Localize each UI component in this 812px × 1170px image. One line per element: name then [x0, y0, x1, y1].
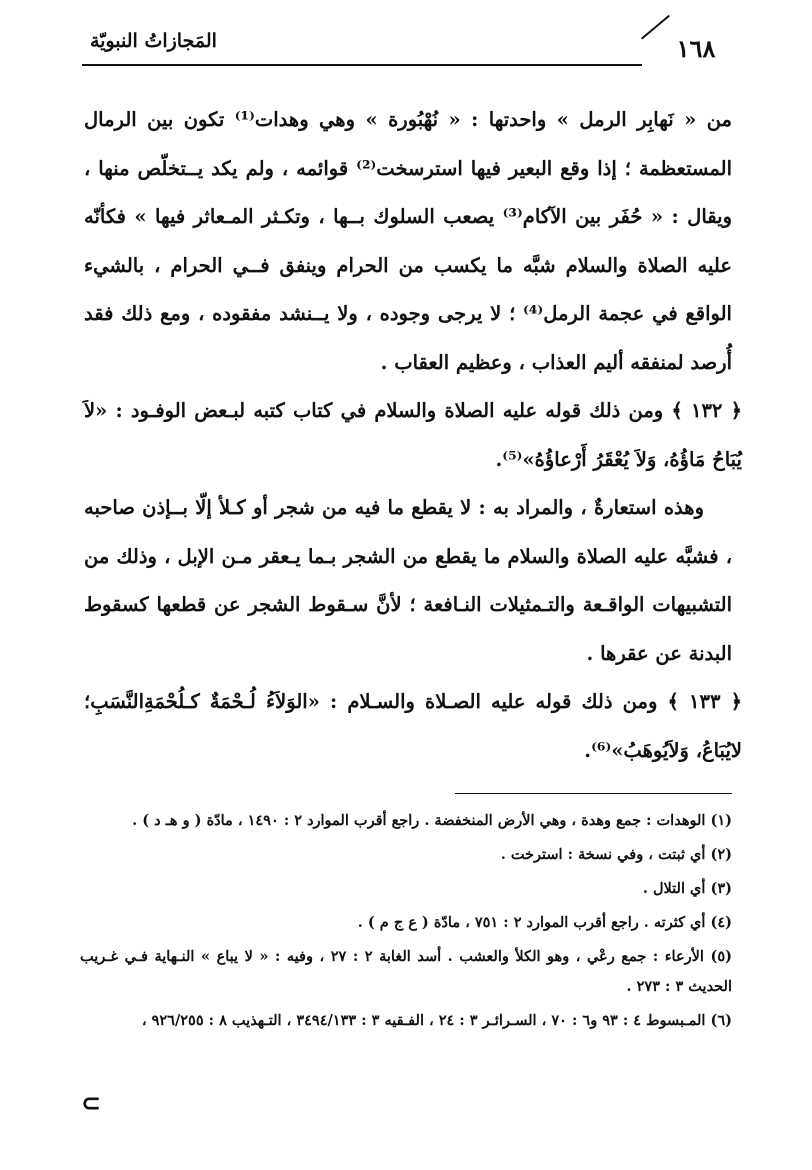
- continuation-mark: ⊂: [80, 1089, 102, 1117]
- paragraph-commentary: وهذه استعارةٌ ، والمراد به : لا يقطع ما فيه من شجر أو كـلأ إلّا بــإذن صاحبه ، فشبَّه عليه الصلاة والسلام ما يقطع من الشجر بـما يـعقر مـن الإبل ، وذلك من التشبيهات الواقـعة والتـمثيلات النـافعة ؛ لأنَّ سـقوط الشجر عن قطعها كسقوط البدنة عن عقرها .: [84, 496, 732, 665]
- footnote-1: (١) الوهدات : جمع وهدة ، وهي الأرض المنخفضة . راجع أقرب الموارد ٢ : ١٤٩٠ ، مادّة ( و هـ د ) .: [132, 812, 732, 829]
- footnotes: [80, 806, 732, 1040]
- entry-133-lead: ﴿ ١٣٣ ﴾ ومن ذلك قوله عليه الصـلاة والسـلام :: [319, 690, 743, 713]
- running-header-title: المَجازاتُ النبويّة: [90, 30, 217, 52]
- footnote-2: (٢) أي ثبتت ، وفي نسخة : استرخت .: [500, 846, 732, 863]
- hadith-entry-132: [84, 387, 742, 484]
- entry-132-hadith-quote: «لاَ يُبَاحُ مَاؤُهُ، وَلاَ يُعْقَرُ أَرْعاؤُهُ»⁽⁵⁾.: [84, 399, 742, 471]
- footnote-5: (٥) الأرعاء : جمع رعْي ، وهو الكلأ والعشب . أسد الغابة ٢ : ٢٧ ، وفيه : « لا يباع » النـهاية فـي غـريب الحديث ٣ : ٢٧٣ .: [80, 948, 732, 995]
- main-text: [84, 96, 743, 775]
- entry-132-lead: ﴿ ١٣٢ ﴾ ومن ذلك قوله عليه الصلاة والسلام في كتاب كتبه لبـعض الوفـود :: [107, 399, 743, 422]
- page-number: ١٦٨: [676, 34, 716, 63]
- entry-133-hadith-quote: «الوَلاَءُ لُـحْمَةٌ كـلُحْمَةِالنَّسَبِ؛ لايُبَاعُ، وَلاَيُوهَبُ»⁽⁶⁾.: [84, 690, 742, 762]
- header-rule: [82, 64, 642, 66]
- footnote-6: (٦) المـبسوط ٤ : ٩٣ و٦ : ٧٠ ، السـرائـر ٣ : ٢٤ ، الفـقيه ٣ : ٣٤٩٤/١٣٣ ، التـهذيب ٨ : ٩٢٦/٢٥٥ ،: [141, 1012, 732, 1029]
- footnote-4: (٤) أي كثرته . راجع أقرب الموارد ٢ : ٧٥١ ، مادّة ( ع ج م ) .: [357, 914, 732, 931]
- hadith-entry-133: [84, 678, 742, 775]
- footnote-separator: [455, 793, 732, 794]
- paragraph-continuation: من « نَهابِر الرمل » واحدتها : « نُهْبُورة » وهي وهدات⁽¹⁾ تكون بين الرمال المستعظمة ؛ إذا وقع البعير فيها استرسخت⁽²⁾ قوائمه ، ولم يكد يــتخلّص منها ، ويقال : « حُفَر بين الآكام⁽³⁾ يصعب السلوك بــها ، وتكـثر المـعاثر فيها » فكأنّه عليه الصلاة والسلام شبَّه ما يكسب من الحرام وينفق فــي الحرام ، بالشيء الواقع في عجمة الرمل⁽⁴⁾ ؛ لا يرجى وجوده ، ولا يــنشد مفقوده ، ومع ذلك فقد أُرصد لمنفقه أليم العذاب ، وعظيم العقاب .: [84, 108, 733, 374]
- footnote-3: (٣) أي التلال .: [642, 880, 732, 897]
